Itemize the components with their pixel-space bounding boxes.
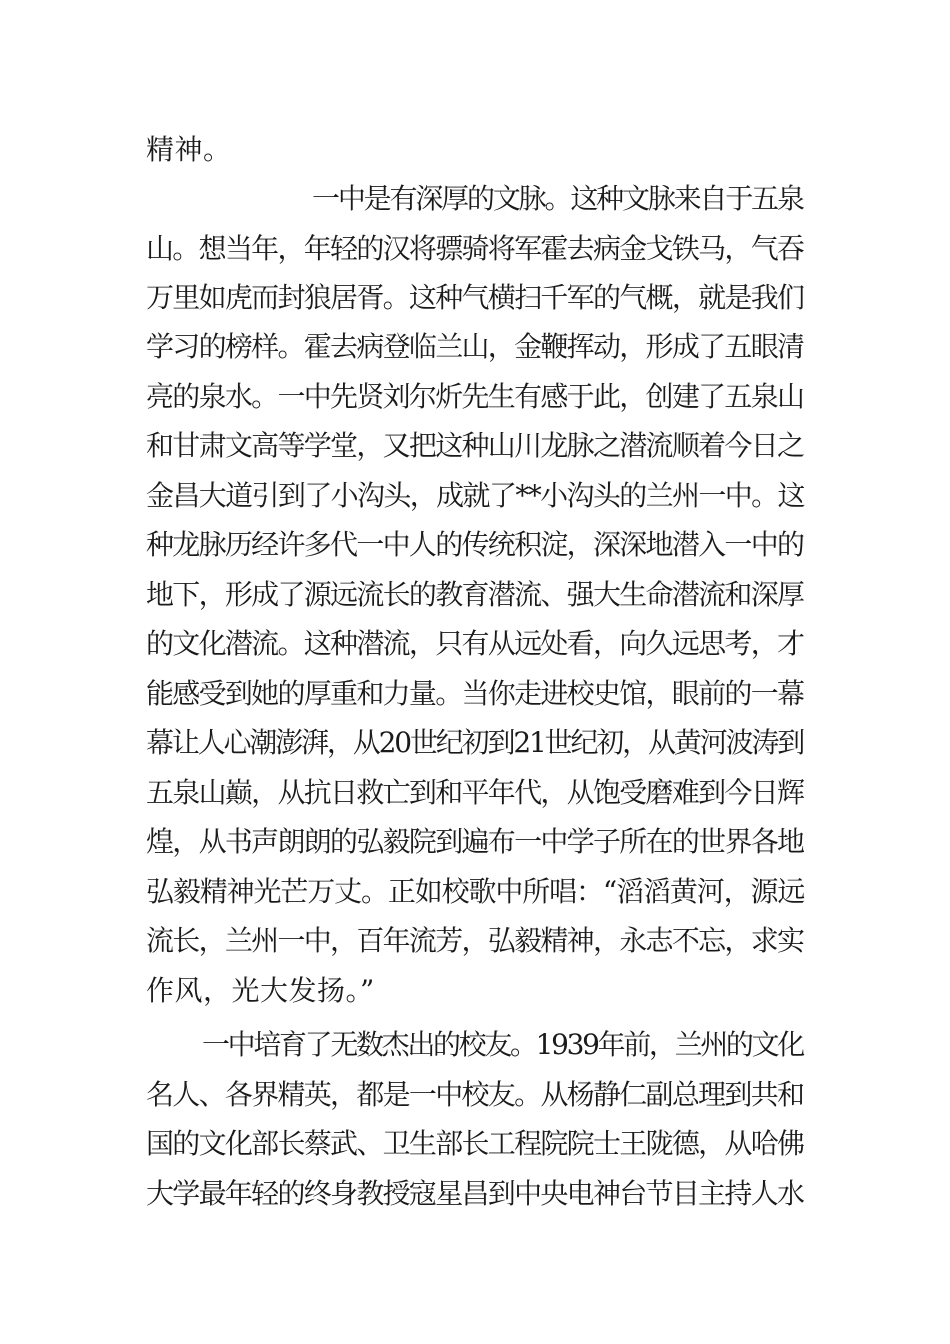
text-line: 的文化潜流。这种潜流，只有从远处看，向久远思考，才 bbox=[146, 627, 804, 660]
text-line: 弘毅精神光芒万丈。正如校歌中所唱：“滔滔黄河，源远 bbox=[146, 875, 805, 908]
text-line: 国的文化部长蔡武、卫生部长工程院院士王陇德，从哈佛 bbox=[146, 1127, 804, 1160]
text-line: 种龙脉历经许多代一中人的传统积淀，深深地潜入一中的 bbox=[146, 528, 804, 561]
text-line: 能感受到她的厚重和力量。当你走进校史馆，眼前的一幕 bbox=[146, 677, 804, 710]
text-line: 山。想当年，年轻的汉将骠骑将军霍去病金戈铁马，气吞 bbox=[146, 232, 804, 265]
text-line: 精神。 bbox=[146, 133, 232, 166]
text-line: 一中培育了无数杰出的校友。1939年前，兰州的文化 bbox=[202, 1028, 803, 1061]
text-line: 名人、各界精英，都是一中校友。从杨静仁副总理到共和 bbox=[146, 1078, 804, 1111]
text-line: 地下，形成了源远流长的教育潜流、强大生命潜流和深厚 bbox=[146, 578, 804, 611]
text-line: 煌，从书声朗朗的弘毅院到遍布一中学子所在的世界各地 bbox=[146, 825, 804, 858]
text-line: 作风，光大发扬。” bbox=[146, 974, 375, 1007]
text-line: 幕让人心潮澎湃，从20世纪初到21世纪初，从黄河波涛到 bbox=[146, 726, 804, 759]
text-line: 和甘肃文高等学堂，又把这种山川龙脉之潜流顺着今日之 bbox=[146, 429, 804, 462]
text-line: 万里如虎而封狼居胥。这种气横扫千军的气概，就是我们 bbox=[146, 281, 804, 314]
text-line: 一中是有深厚的文脉。这种文脉来自于五泉 bbox=[312, 182, 803, 215]
text-line: 流长，兰州一中，百年流芳，弘毅精神，永志不忘，求实 bbox=[146, 924, 804, 957]
text-line: 金昌大道引到了小沟头，成就了**小沟头的兰州一中。这 bbox=[146, 479, 804, 512]
text-line: 亮的泉水。一中先贤刘尔炘先生有感于此，创建了五泉山 bbox=[146, 380, 804, 413]
text-line: 大学最年轻的终身教授寇星昌到中央电神台节目主持人水 bbox=[146, 1177, 804, 1210]
text-line: 五泉山巅，从抗日救亡到和平年代，从饱受磨难到今日辉 bbox=[146, 776, 804, 809]
text-line: 学习的榜样。霍去病登临兰山，金鞭挥动，形成了五眼清 bbox=[146, 330, 804, 363]
